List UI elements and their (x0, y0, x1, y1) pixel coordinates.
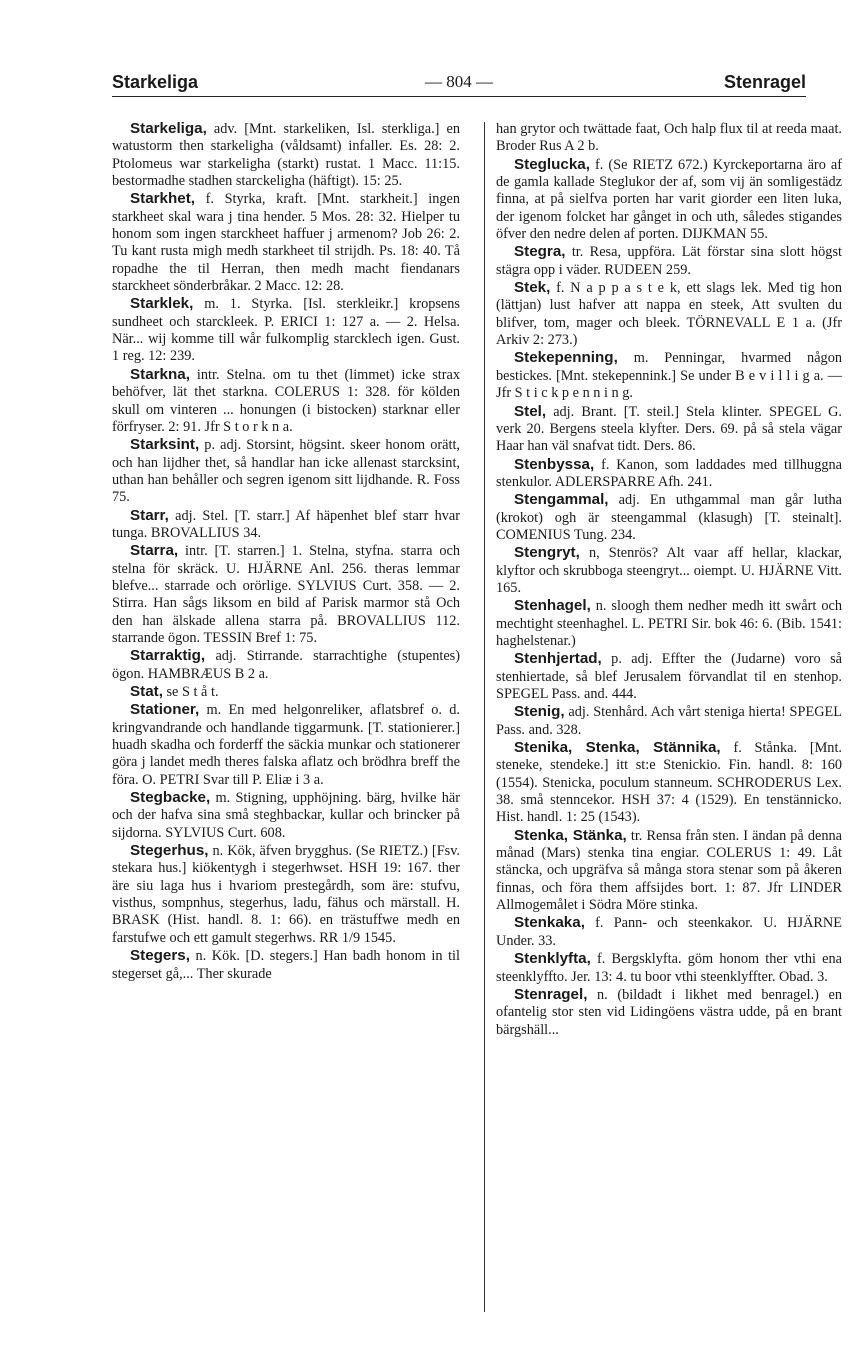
dictionary-entry (112, 120, 460, 190)
headword: Starkna, (130, 365, 190, 383)
dictionary-entry (112, 789, 460, 842)
dictionary-entry (496, 544, 842, 597)
dictionary-entry (496, 986, 842, 1039)
headword: Stenragel, (514, 985, 588, 1003)
entry-text: adj. Stenhård. Ach vårt steniga hierta! SPEGEL Pass. and. 328. (496, 704, 842, 738)
dictionary-entry (496, 456, 842, 492)
right-column (496, 120, 842, 1039)
dictionary-entry (112, 647, 460, 683)
headword: Starraktig, (130, 647, 206, 665)
entry-text: m. 1. Styrka. [Isl. sterkleikr.] kropsens sundheet och starckleek. P. ERICI 1: 127 a. — 2. Helsa. När... wij komme till wår fulkomplig starcklech igen. Gust. 1 reg. 12: 239. (112, 296, 460, 365)
left-column (112, 120, 460, 983)
entry-text: adj. Stirrande. starrachtighe (stupentes) ögon. HAMBRÆUS B 2 a. (112, 648, 460, 682)
headword: Stenhjertad, (514, 650, 602, 668)
headword: Stenkaka, (514, 914, 585, 932)
headword: Stegbacke, (130, 789, 211, 807)
entry-text: n. Kök, äfven brygghus. (Se RIETZ.) [Fsv. stekara hus.] kiökentygh i stegerhwset. HSH 19: 167. ther äre siu laga hus i hvariom prestegårdh, som äre: stufvu, visthus, sompnhus, stegerhus, ladu, fähus och märstall. H. BRASK (Hist. handl. 8. 1: 66). en trästuffwe medh en farstufwe och ett gamult stegerhws. RR 1/9 1545. (112, 843, 460, 946)
page-header (112, 70, 806, 97)
headword: Stegers, (130, 947, 190, 965)
dictionary-entry (112, 701, 460, 789)
dictionary-entry (112, 507, 460, 543)
headword: Stengammal, (514, 491, 609, 509)
headword: Starksint, (130, 436, 200, 454)
entry-text: tr. Resa, uppföra. Lät förstar sina slott högst stägra opp i väder. RUDEEN 259. (496, 244, 842, 278)
entry-text: n, Stenrös? Alt vaar aff hellar, klackar, klyftor och skrubboga steengryt... oiempt. U. HJÄRNE Vitt. 165. (496, 545, 842, 596)
entry-text: tr. Rensa från sten. I ändan på denna månad (Mars) stenka tina engiar. COLERUS 1: 49. Låt stäncka, och upgräfva så många stora stenar som på åkeren finnas, och föra them affsijdes bort. 1: 87. Jfr LINDER Allmogemålet i Södra Möre stinka. (496, 827, 842, 914)
entry-text: intr. [T. starren.] 1. Stelna, styfna. starra och stelna för skräck. U. HJÄRNE Anl. 256. theras lemmar blefve... starrade och orörlige. SYLVIUS Curt. 358. — 2. Stirra. Han sågs liksom en bild af Parisk marmor stå Och den han älskade allena starra på. BROVALLIUS 112. starrande ögon. TESSIN Bref 1: 75. (112, 543, 460, 646)
entry-text: f. Bergsklyfta. göm honom ther vthi ena steenklyffto. Jer. 13: 4. tu boor vthi steenklyffter. Obad. 3. (496, 951, 842, 985)
entry-text: m. En med helgonreliker, aflatsbref o. d. kringvandrande och handlande tiggarmunk. [T. stationierer.] huadh skadha och forderff the säckia munkar och stationerer göra j landet medh theres falska aflatz och brödhra breff the föra. O. PETRI Svar till P. Eliæ i 3 a. (112, 702, 460, 788)
entry-text: intr. Stelna. om tu thet (limmet) icke strax behöfver, lät thet starkna. COLERUS 1: 328. för kölden skull om vinteren ... honungen (i bistocken) starknar eller förfryser. 2: 91. Jfr S t o r k n a. (112, 366, 460, 435)
entry-text: adj. Stel. [T. starr.] Af häpenhet blef starr hvar tunga. BROVALLIUS 34. (112, 507, 460, 541)
dictionary-entry (112, 190, 460, 295)
dictionary-entry (496, 914, 842, 950)
page-number: — 804 — (425, 72, 493, 91)
entry-text: p. adj. Storsint, högsint. skeer honom orätt, och han lijdher thet, så handlar han icke allenast starcksint, uthan han behåller och segren igenom sitt lijdhande. R. Foss 75. (112, 437, 460, 506)
header-last-headword: Stenragel (723, 72, 806, 92)
headword: Starkhet, (130, 190, 195, 208)
column-divider (484, 122, 485, 1312)
headword: Stekepenning, (514, 349, 618, 367)
headword: Starkeliga, (130, 120, 207, 137)
dictionary-entry (496, 739, 842, 827)
headword: Stenklyfta, (514, 950, 591, 968)
headword: Stegerhus, (130, 842, 209, 860)
headword: Stenhagel, (514, 597, 591, 615)
entry-text: han grytor och twättade faat, Och halp flux til at reeda maat. Broder Rus A 2 b. (496, 121, 842, 155)
dictionary-entry (112, 842, 460, 947)
entry-text: adv. [Mnt. starkeliken, Isl. sterkliga.] en watustorm then starkeligha (våldsamt) infaller. Es. 28: 2. Ptolomeus war starkeligha (starkt) rustat. 1 Macc. 11:15. bestormadhe stadhen starckeligha (häftigt). 15: 25. (112, 121, 460, 190)
headword: Stegra, (514, 243, 566, 261)
headword: Starr, (130, 506, 169, 524)
header-first-headword: Starkeliga (112, 72, 199, 92)
headword: Stek, (514, 279, 551, 297)
entry-text: f. Kanon, som laddades med tillhuggna stenkulor. ADLERSPARRE Afh. 241. (496, 456, 842, 490)
entry-text: adj. Brant. [T. steil.] Stela klinter. SPEGEL G. verk 20. Bergens steela klyfter. Ders. 69. på så stela vägar Haar han väl snafvat tidt. Ders. 86. (496, 403, 842, 455)
dictionary-entry (496, 156, 842, 244)
dictionary-entry (112, 683, 460, 701)
dictionary-entry (496, 279, 842, 349)
dictionary-entry-continuation (496, 120, 842, 156)
headword: Stat, (130, 683, 163, 700)
headword: Stationer, (130, 701, 200, 719)
dictionary-entry (112, 436, 460, 506)
entry-text: adj. En uthgammal man går lutha (krokot) ogh är steengammal (klasugh) [T. steinalt]. COMENIUS Tung. 234. (496, 492, 842, 543)
dictionary-entry (112, 947, 460, 983)
dictionary-entry (496, 650, 842, 703)
entry-text: p. adj. Effter the (Judarne) voro så stenhiertade, så blef Jerusalem förvandlat til en stenhop. SPEGEL Pass. and. 444. (496, 651, 842, 702)
dictionary-entry (496, 349, 842, 402)
entry-text: f. Styrka, kraft. [Mnt. starkheit.] ingen starkheet skal wara j tina hender. 5 Mos. 28: 32. Hielper tu honom som ingen starckheet haffuer j armenom? Job 26: 2. Tu kant rusta migh medh starkheet til strijdh. Ps. 18: 40. Tå ropadhe the til Herran, then medh macht fiendanars starckheet sönderbråkar. 2 Macc. 12: 28. (112, 191, 460, 295)
headword: Stel, (514, 402, 547, 420)
headword: Steglucka, (514, 155, 590, 173)
dictionary-entry (496, 950, 842, 986)
dictionary-entry (496, 403, 842, 456)
headword: Starra, (130, 542, 179, 560)
entry-text: f. Stånka. [Mnt. steneke, stendeke.] itt st:e Stenickio. Fin. handl. 8: 160 (1554). Stenicka, poculum stanneum. SCHRODERUS Lex. 38. små stenncekor. HSH 37: 4 (1529). En tenstännicko. Hist. handl. 1: 25 (1543). (496, 740, 842, 826)
dictionary-entry (496, 703, 842, 739)
entry-text: m. Stigning, upphöjning. bärg, hvilke här och der hafva sina små steghbackar, kullar och brincker på sijdorna. SYLVIUS Curt. 608. (112, 790, 460, 841)
dictionary-entry (496, 243, 842, 279)
entry-text: n. Kök. [D. stegers.] Han badh honom in til stegerset gå,... Ther skurade (112, 948, 460, 982)
headword: Stengryt, (514, 544, 580, 562)
dictionary-entry (496, 597, 842, 650)
headword: Stenika, Stenka, Stännika, (514, 739, 721, 757)
entry-text: f. Pann- och steenkakor. U. HJÄRNE Under. 33. (496, 915, 842, 949)
dictionary-entry (496, 491, 842, 544)
headword: Starklek, (130, 295, 194, 313)
dictionary-entry (112, 542, 460, 647)
dictionary-entry (112, 366, 460, 436)
entry-text: m. Penningar, hvarmed någon bestickes. [Mnt. stekepennink.] Se under B e v i l l i g a. — Jfr S t i c k p e n n i n g. (496, 350, 842, 402)
entry-text: f. N a p p a s t e k, ett slags lek. Med tig hon (lättjan) lust hafver att nappa en steek, Att svulten du blifver, tom, mager och bleek. TÖRNEVALL E 1 a. (Jfr Arkiv 2: 273.) (496, 280, 842, 349)
dictionary-entry (496, 827, 842, 915)
headword: Stenig, (514, 703, 565, 721)
entry-text: se S t å t. (162, 684, 219, 700)
headword: Stenbyssa, (514, 455, 595, 473)
entry-text: f. (Se RIETZ 672.) Kyrckeportarna äro af de gamla kallade Steglukor der af, som vij än somligestädz finna, at på sielfva porten har varit giorder een liten luka, der igenom folcket har gånget in och uth, således stigandes öfver den nedre delen af porten. DIJKMAN 55. (496, 156, 842, 243)
dictionary-entry (112, 295, 460, 365)
entry-text: n. (bildadt i likhet med benragel.) en ofantelig stor sten vid Lidingöens västra udde, på en brant bärgshäll... (496, 986, 842, 1038)
entry-text: n. sloogh them nedher medh itt swårt och mechtight steenhaghel. L. PETRI Sir. bok 46: 6. (Bib. 1541: haghelstenar.) (496, 598, 842, 649)
headword: Stenka, Stänka, (514, 826, 627, 844)
